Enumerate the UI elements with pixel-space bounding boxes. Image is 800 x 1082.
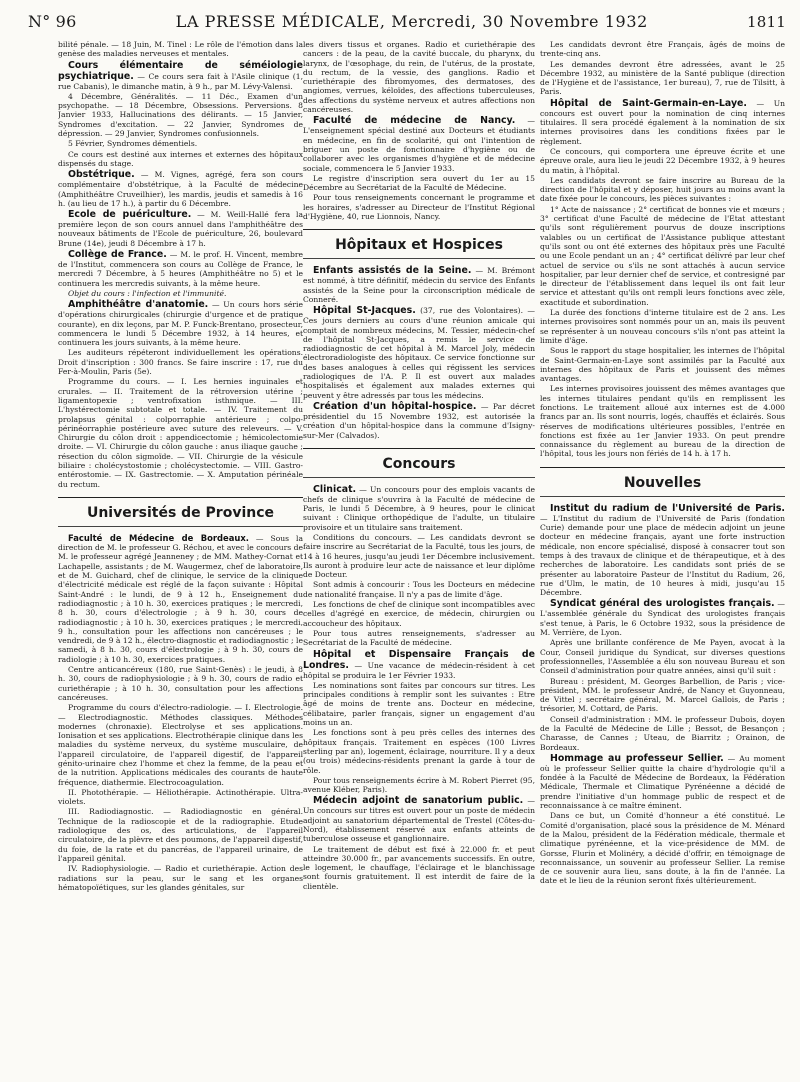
paragraph: Après une brillante conférence de Me Payen, avocat à la Cour, Conseil juridique du Syndicat, sur diverses questions professionnelles, l'Assemblée a élu son nouveau Bureau et son Conseil d'administration pour quatre années, ainsi qu'il suit : <box>540 638 785 676</box>
paragraph: Les fonctions de chef de clinique sont incompatibles avec celles d'agrégé en exercice, de médecin, chirurgien ou accoucheur des hôpitaux. <box>303 600 535 628</box>
paragraph: Conseil d'administration : MM. le professeur Dubois, doyen de la Faculté de Médecine de Lille ; Bessot, de Besançon ; Charasse, de Cannes ; Uteau, de Biarritz ; Orainon, de Bordeaux. <box>540 714 785 752</box>
article-heading: Hommage au professeur Sellier. <box>550 752 724 764</box>
article-heading: Cours élémentaire de séméiologie psychiatrique. <box>58 59 303 82</box>
paragraph: Le registre d'inscription sera ouvert du 1er au 15 Décembre au Secrétariat de la Faculté de Médecine. <box>303 173 535 193</box>
article-heading: Faculté de Médecine de Bordeaux. <box>68 532 249 543</box>
paragraph: Les candidats devront se faire inscrire au Bureau de la direction de l'hôpital et y déposer, huit jours au moins avant la date fixée pour le concours, les pièces suivantes : <box>540 175 785 204</box>
section-title: Hôpitaux et Hospices <box>303 229 535 259</box>
issue-number: N° 96 <box>28 12 77 31</box>
paragraph: IV. Radiophysiologie. — Radio et curiethérapie. Action des radiations sur la peau, sur le sang et les organes hématopoïétiques, sur les glandes génitales, sur <box>58 864 303 892</box>
paragraph: Sont admis à concourir : Tous les Docteurs en médecine de nationalité française. Il n'y a pas de limite d'âge. <box>303 580 535 599</box>
column-1 <box>58 40 303 1074</box>
section-title: Universités de Province <box>58 497 303 527</box>
paragraph: — M. Vignes, agrégé, fera son cours complémentaire d'obstétrique, à la Faculté de médecine (Amphithéâtre Cruveilhier), les mardis, jeudis et samedis à 16 h. (au lieu de 17 h.), à partir du 6 Décembre. <box>58 170 303 208</box>
paragraph: — M. le prof. H. Vincent, membre de l'Institut, commencera son cours au Collège de France, le mercredi 7 Décembre, à 5 heures (Amphithéâtre no 5) et le continuera les mercredis suivants, à la même heure. <box>58 250 303 288</box>
paragraph: — Un cours hors série d'opérations chirurgicales (chirurgie d'urgence et de pratique courante), en dix leçons, par M. P. Funck-Brentano, prosecteur, commencera le lundi 5 Décembre 1932, à 14 heures, et continuera les jours suivants, à la même heure. <box>58 300 303 348</box>
paragraph: — Une vacance de médecin-résident à cet hôpital se produira le 1er Février 1933. <box>303 660 535 680</box>
paragraph: Pour tous renseignements concernant le programme et les horaires, s'adresser au Directeur de l'Institut Régional d'Hygiène, 40, rue Lionnois, Nancy. <box>303 193 535 222</box>
paragraph: Dans ce but, un Comité d'honneur a été constitué. Le Comité d'organisation, placé sous la présidence de M. Ménard de la Malou, président de la Fédération médicale, thermale et climatique pyrénéenne, et la vice-présidence de MM. de Gorsse, Flurin et Molinéry, a décidé d'offrir, en témoignage de reconnaissance, un souvenir au professeur Sellier. La remise de ce souvenir aura lieu, sans doute, à la fin de l'année. La date et le lieu de la réunion seront fixés ultérieurement. <box>540 811 785 886</box>
paragraph: La durée des fonctions d'interne titulaire est de 2 ans. Les internes provisoires sont nommés pour un an, mais ils peuvent se représenter à un nouveau concours s'ils n'ont pas atteint la limite d'âge. <box>540 308 785 345</box>
paragraph: — L'assemblée générale du Syndicat des urologistes français s'est tenue, à Paris, le 6 Octobre 1932, sous la présidence de M. Verrière, de Lyon. <box>540 599 785 638</box>
paragraph: Objet du cours : l'infection et l'immunité. <box>68 288 227 298</box>
column-2 <box>303 40 535 1074</box>
paragraph: — L'Institut du radium de l'Université de Paris (fondation Curie) demande pour une place de médecin adjoint un jeune docteur en médecine français, ayant une forte instruction médicale, non encore spécialisé, disposé à consacrer tout son temps à des travaux de clinique et de thérapeutique, et à des recherches de laboratoire. Les candidats sont priés de se présenter au laboratoire Pasteur de l'Institut du Radium, 26, rue d'Ulm, le matin, de 10 heures à midi, jusqu'au 15 Décembre. <box>540 513 785 598</box>
article-heading: Faculté de médecine de Nancy. <box>313 115 516 127</box>
article-subheading: (37, rue des Volontaires). <box>420 306 524 316</box>
article-heading: Amphithéâtre d'anatomie. <box>68 299 209 311</box>
paragraph: les divers tissus et organes. Radio et curiethérapie des cancers : de la peau, de la cavité buccale, du pharynx, du larynx, de l'œsophage, du rein, de l'utérus, de la prostate, du rectum, de la vessie, des ganglions. Radio et curiethérapie des fibromyomes, des dermatoses, des angiomes, verrues, kéloïdes, des affections tuberculeuses, des affections du système nerveux et autres affections non cancéreuses. <box>303 40 535 115</box>
article-heading: Ecole de puériculture. <box>68 209 192 221</box>
paragraph: Ce cours est destiné aux internes et externes des hôpitaux dispensés du stage. <box>58 149 303 168</box>
paragraph: — Un concours sur titres est ouvert pour un poste de médecin adjoint au sanatorium départemental de Trestel (Côtes-du-Nord), établissement réservé aux enfants atteints de tuberculose osseuse et ganglionnaire. <box>303 796 535 844</box>
paragraph: — Ces jours derniers au cours d'une réunion amicale qui comptait de nombreux médecins, M. Tessier, médecin-chef de l'hôpital St-Jacques, a remis le service de radiodiagnostic de cet hôpital à M. Marcel Joly, médecin électroradiologiste des hôpitaux. Ce service fonctionne sur des bases analogues à celles qui régissent les services radiologiques de l'A. P. Il est ouvert aux malades hospitalisés et également aux malades externes qui peuvent y être adressés par tous les médecins. <box>303 306 535 400</box>
paragraph: Bureau : président, M. Georges Barbellion, de Paris ; vice-président, MM. le professeur André, de Nancy et Guyonneau, de Vittel ; secrétaire général, M. Marcel Gallois, de Paris ; trésorier, M. Cottard, de Paris. <box>540 676 785 714</box>
article-heading: Hôpital St-Jacques. <box>313 305 416 317</box>
paragraph: — Ce cours sera fait à l'Asile clinique (1, rue Cabanis), le dimanche matin, à 9 h., par M. Lévy-Valensi. <box>58 71 303 91</box>
paragraph: — Un concours pour des emplois vacants de chefs de clinique s'ouvrira à la Faculté de médecine de Paris, le lundi 5 Décembre, à 9 heures, pour le clinicat suivant : Clinique orthopédique de l'adulte, un titulaire provisoire et un titulaire sans traitement. <box>303 484 535 532</box>
paragraph: 1° Acte de naissance ; 2° certificat de bonnes vie et mœurs ; 3° certificat d'une Faculté de médecine de l'Etat attestant qu'ils sont régulièrement pourvus de douze inscriptions valables ou un certificat de l'Assistance publique attestant qu'ils sont ou ont été externes des hôpitaux près une Faculté ou une Ecole pendant un an ; 4° certificat délivré par leur chef actuel de service ou s'ils ne sont attachés à aucun service hospitalier, par leur dernier chef de service, et contresigné par le directeur de l'établissement dans lequel ils ont fait leur service et attestant qu'ils ont rempli leurs fonctions avec zèle, exactitude et subordination. <box>540 204 785 307</box>
page-number: 1811 <box>747 13 786 31</box>
article-heading: Clinicat. <box>313 483 357 495</box>
paragraph: — Par décret présidentiel du 15 Novembre 1932, est autorisée la création d'un hôpital-hospice dans la commune d'Isigny-sur-Mer (Calvados). <box>303 401 535 440</box>
paragraph: II. Photothérapie. — Héliothérapie. Actinothérapie. Ultra-violets. <box>58 787 303 807</box>
paragraph: Les fonctions sont à peu près celles des internes des hôpitaux français. Traitement en espèces (100 Livres sterling par an), logement, éclairage, nourriture. Il y a deux (ou trois) médecins-résidents prenant la garde à tour de rôle. <box>303 728 535 775</box>
paragraph: bilité pénale. — 18 Juin, M. Tinel : Le rôle de l'émotion dans la genèse des maladies nerveuses et mentales. <box>58 40 303 59</box>
section-title: Nouvelles <box>540 467 785 497</box>
paragraph: Centre anticancéreux (180, rue Saint-Genès) : le jeudi, à 8 h. 30, cours de radiophysiologie ; à 9 h. 30, cours de radio et curiethérapie ; à 10 h. 30, consultation pour les affections cancéreuses. <box>58 665 303 702</box>
paragraph: Ce concours, qui comportera une épreuve écrite et une épreuve orale, aura lieu le jeudi 22 Décembre 1932, à 9 heures du matin, à l'hôpital. <box>540 146 785 175</box>
paragraph: — L'enseignement spécial destiné aux Docteurs et étudiants en médecine, en fin de scolarité, qui ont l'intention de briguer un poste de fonctionnaire d'hygiène ou de collaborer avec les organismes d'hygiène et de médecine sociale, commencera le 5 Janvier 1933. <box>303 116 535 173</box>
paragraph: 5 Février, Syndromes démentiels. <box>68 139 198 149</box>
article-heading: Médecin adjoint de sanatorium public. <box>313 795 524 807</box>
paragraph: — M. Brémont est nommé, à titre définitif, médecin du service des Enfants assistés de la Seine pour la circonscription médicale de Conneré. <box>303 266 535 304</box>
section-title: Concours <box>303 448 535 478</box>
article-heading: Institut du radium de l'Université de Paris. <box>550 502 785 514</box>
paragraph: — Au moment où le professeur Sellier quitte la chaire d'hydrologie qu'il a fondée à la Faculté de Médecine de Bordeaux, la Fédération Médicale, Thermale et Climatique Pyrénéenne a décidé de prendre l'initiative d'un hommage public de respect et de reconnaissance à ce maître éminent. <box>540 753 785 811</box>
paragraph: Conditions du concours. — Les candidats devront se faire inscrire au Secrétariat de la Faculté, tous les jours, de 14 à 16 heures, jusqu'au jeudi 1er Décembre inclusivement. Ils auront à produire leur acte de naissance et leur diplôme de Docteur. <box>303 532 535 580</box>
paragraph: Les candidats devront être Français, âgés de moins de trente-cinq ans. <box>540 40 785 59</box>
paragraph: 4 Décembre, Généralités. — 11 Déc., Examen d'un psychopathe. — 18 Décembre, Obsessions. Perversions. 8 Janvier 1933, Hallucinations des délirants. — 15 Janvier, Syndromes d'excitation. — 22 Janvier, Syndromes de dépression. — 29 Janvier, Syndromes confusionnels. <box>58 91 303 139</box>
paragraph: III. Radiodiagnostic. — Radiodiagnostic en général. Technique de la radioscopie et de la radiographie. Etude radiologique des os, des articulations, de l'appareil circulatoire, de la plèvre et des poumons, de l'appareil digestif, du foie, de la rate et du pancréas, de l'appareil urinaire, de l'appareil génital. <box>58 807 303 863</box>
paragraph: Les internes provisoires jouissent des mêmes avantages que les internes titulaires pendant qu'ils en remplissent les fonctions. Le traitement alloué aux internes est de 4.000 francs par an. Ils sont nourris, logés, chauffés et éclairés. Sous réserves de modifications ultérieures possibles, l'entrée en fonctions est fixée au 1er Janvier 1933. On peut prendre connaissance du règlement au bureau de la direction de l'hôpital, tous les jours non fériés de 14 h. à 17 h. <box>540 384 785 459</box>
article-heading: Création d'un hôpital-hospice. <box>313 400 477 412</box>
article-heading: Syndicat général des urologistes français. <box>550 598 775 610</box>
article-heading: Hôpital de Saint-Germain-en-Laye. <box>550 97 747 109</box>
column-3 <box>540 40 785 1074</box>
paragraph: Programme du cours. — I. Les hernies inguinales et crurales. — II. Traitement de la rétroversion utérine ; ligamentopexie ; ventrofixation isthmique. — III. L'hystérectomie subtotale et totale. — IV. Traitement du prolapsus génital : colporraphie antérieure ; colpo-périnéorraphie postérieure avec suture des releveurs. — V. Chirurgie du côlon droit : appendicectomie ; hémicolectomie droite. — VI. Chirurgie du côlon gauche : anus iliaque gauche ; résection du côlon sigmoïde. — VII. Chirurgie de la vésicule biliaire : cholécystostomie ; cholécystectomie. — VIII. Gastro-entérostomie. — IX. Gastrectomie. — X. Amputation périnéale du rectum. <box>58 377 303 489</box>
article-heading: Hôpital et Dispensaire Français de Londres. <box>303 648 535 671</box>
paragraph: Les demandes devront être adressées, avant le 25 Décembre 1932, au ministère de la Santé publique (direction de l'Hygiène et de l'assistance, 1er bureau), 7, rue de Tilsitt, à Paris. <box>540 59 785 97</box>
paragraph: Sous le rapport du stage hospitalier, les internes de l'hôpital de Saint-Germain-en-Laye sont assimilés par la Faculté aux internes des hôpitaux de Paris et jouissent des mêmes avantages. <box>540 346 785 384</box>
article-heading: Collège de France. <box>68 249 167 261</box>
paragraph: Pour tous autres renseignements, s'adresser au Secrétariat de la Faculté de médecine. <box>303 628 535 648</box>
paragraph: Pour tous renseignements écrire à M. Robert Pierret (95, avenue Kléber, Paris). <box>303 775 535 795</box>
paragraph: Les auditeurs répéteront individuellement les opérations. Droit d'inscription : 300 francs. Se faire inscrire : 17, rue du Fer-à-Moulin, Paris (5e). <box>58 348 303 377</box>
paragraph: — Un concours est ouvert pour la nomination de cinq internes titulaires. Il sera procédé également à la nomination de six internes provisoires dans les conditions fixées par le règlement. <box>540 98 785 146</box>
article-heading: Enfants assistés de la Seine. <box>313 265 472 277</box>
journal-title: LA PRESSE MÉDICALE, Mercredi, 30 Novembre 1932 <box>175 12 648 31</box>
paragraph: Programme du cours d'électro-radiologie. — I. Electrologie. — Electrodiagnostic. Méthodes classiques. Méthodes modernes (chronaxie). Electrolyse et ses applications. Ionisation et ses applications. Electrothérapie clinique dans les maladies du système nerveux, du système musculaire, de l'appareil circulatoire, de l'appareil digestif, de l'appareil génito-urinaire chez l'homme et chez la femme, de la peau et de la nutrition. Applications médicales des courants de haute fréquence, diathermie. Electrocoagulation. <box>58 703 303 787</box>
paragraph: Le traitement de début est fixé à 22.000 fr. et peut atteindre 30.000 fr., par avancements successifs. En outre, le logement, le chauffage, l'éclairage et le blanchissage sont fournis gratuitement. Il est interdit de faire de la clientèle. <box>303 844 535 891</box>
page-header <box>28 12 786 36</box>
article-heading: Obstétrique. <box>68 169 135 181</box>
paragraph: — Sous la direction de M. le professeur G. Réchou, et avec le concours de M. le professeur agrégé Jeanneney ; de MM. Mathey-Cornat et Lachapelle, assistants ; de M. Waugermez, chef de laboratoire, et de M. Guichard, chef de clinique, le service de la clinique d'électricité médicale est réglé de la façon suivante : Hôpital Saint-André : le lundi, de 9 à 12 h., Enseignement du radiodiagnostic ; à 10 h. 30, exercices pratiques ; le mercredi, 8 h. 30, cours d'électrologie ; à 9 h. 30, cours de radiodiagnostic ; à 10 h. 30, exercices pratiques ; le mercredi, 9 h., consultation pour les affections non cancéreuses ; le vendredi, de 9 à 12 h., électro-diagnostic et radiodiagnostic ; le samedi, à 8 h. 30, cours d'électrologie ; à 9 h. 30, cours de radiologie ; à 10 h. 30, exercices pratiques. <box>58 533 303 664</box>
paragraph: — M. Weill-Hallé fera la première leçon de son cours annuel dans l'amphithéâtre des nouveaux bâtiments de l'Ecole de puériculture, 26, boulevard Brune (14e), jeudi 8 Décembre à 17 h. <box>58 210 303 248</box>
paragraph: Les nominations sont faites par concours sur titres. Les principales conditions à remplir sont les suivantes : Etre âgé de moins de trente ans. Docteur en médecine, célibataire, parler français, signer un engagement d'au moins un an. <box>303 680 535 728</box>
